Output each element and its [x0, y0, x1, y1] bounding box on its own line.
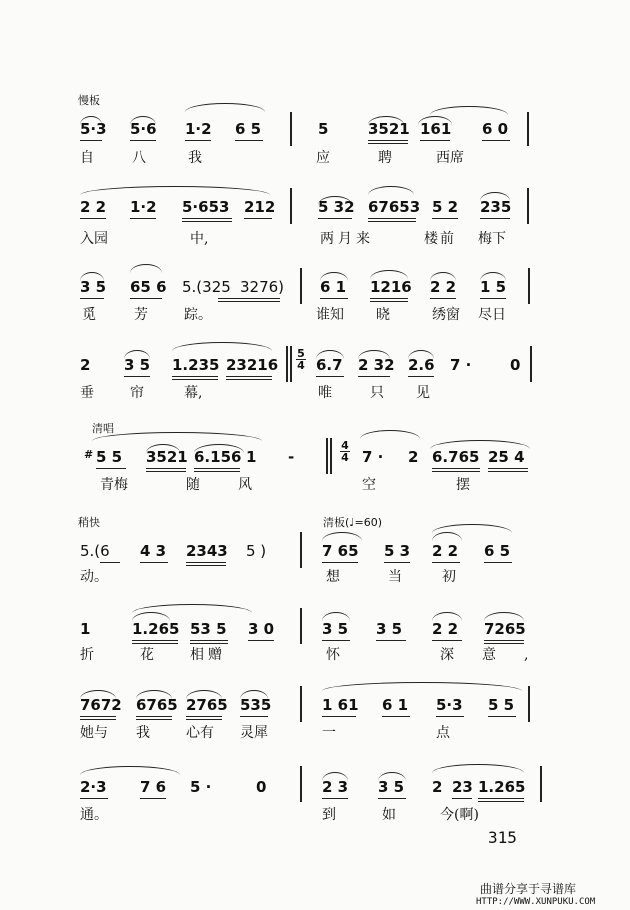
time-signature: 5 4 — [297, 347, 305, 372]
lyric: 唯 — [318, 385, 332, 401]
lyric: 觅 — [82, 307, 96, 323]
note: 2 — [80, 356, 91, 374]
lyric: 点 — [436, 725, 450, 741]
note: 2343 — [186, 542, 228, 560]
lyric: 聘 — [378, 150, 392, 166]
note: 3 5 — [80, 278, 107, 296]
note: 2 2 — [80, 198, 107, 216]
note: 5 32 — [318, 198, 355, 216]
lyric: 谁知 — [316, 307, 344, 323]
note: 1.235 — [172, 356, 220, 374]
note: 2765 — [186, 696, 228, 714]
note: 5.(325 — [182, 278, 231, 296]
tempo-mark-jingkuai: 稍快 — [78, 516, 100, 529]
note: 5.(6 — [80, 542, 110, 560]
note: 7 · — [450, 356, 472, 374]
lyric: 梅下 — [478, 231, 506, 247]
note: 2 2 — [430, 278, 457, 296]
note: 3 5 — [124, 356, 151, 374]
footer-brand: 曲谱分享于寻谱库 — [480, 882, 577, 896]
lyric: 花 — [140, 647, 154, 663]
note: 1 — [80, 620, 91, 638]
note: 6 5 — [235, 120, 262, 138]
note: 2.6 — [408, 356, 435, 374]
lyric: 两月来 — [320, 231, 374, 247]
tempo-mark-qingchang: 清唱 — [92, 422, 114, 435]
note: 1·2 — [130, 198, 157, 216]
note: 6 1 — [382, 696, 409, 714]
tempo-mark-manban: 慢板 — [78, 94, 100, 107]
note: 5·653 — [182, 198, 230, 216]
note: 2·3 — [80, 778, 107, 796]
note: 0 — [510, 356, 521, 374]
note: 161 — [420, 120, 452, 138]
lyric: 中, — [190, 231, 209, 247]
note: 23216 — [226, 356, 279, 374]
note: 5 2 — [432, 198, 459, 216]
note: 3 5 — [376, 620, 403, 638]
note: 5 — [318, 120, 329, 138]
note: 3521 — [368, 120, 410, 138]
note: 535 — [240, 696, 272, 714]
note: 3 5 — [378, 778, 405, 796]
note: 5·3 — [436, 696, 463, 714]
lyric: 尽日 — [478, 307, 506, 323]
lyric: 到 — [322, 807, 336, 823]
lyric: 今(啊) — [440, 807, 479, 823]
lyric: 如 — [382, 807, 396, 823]
note: 212 — [244, 198, 276, 216]
lyric: 自 — [80, 150, 94, 166]
note: 1·2 — [185, 120, 212, 138]
lyric: 芳 — [134, 307, 148, 323]
note: 5 · — [190, 778, 212, 796]
note: 7 · — [362, 448, 384, 466]
lyric: 风 — [238, 477, 252, 493]
note: 2 — [432, 778, 443, 796]
lyric: 折 — [80, 647, 94, 663]
lyric: 深意, — [440, 647, 557, 663]
lyric: 怀 — [326, 647, 340, 663]
note: 3 0 — [248, 620, 275, 638]
lyric: 她与 — [80, 725, 108, 741]
note: 3276) — [240, 278, 285, 296]
lyric: 楼前 — [424, 231, 456, 247]
note: 6.765 — [432, 448, 480, 466]
note: 7 65 — [322, 542, 359, 560]
lyric: 帘 — [130, 385, 144, 401]
note: 1 — [246, 448, 257, 466]
note: 5·6 — [130, 120, 157, 138]
time-signature: 4 4 — [341, 439, 349, 464]
note: 4 3 — [140, 542, 167, 560]
lyric: 应 — [316, 150, 330, 166]
lyric: 一 — [322, 725, 336, 741]
lyric: 随 — [186, 477, 200, 493]
note: 1.265 — [132, 620, 180, 638]
note: 6.156 — [194, 448, 242, 466]
note: 5 5 — [488, 696, 515, 714]
note: 2 — [408, 448, 419, 466]
note: 6.7 — [316, 356, 343, 374]
lyric: 通。 — [80, 807, 108, 823]
note: 2 2 — [432, 620, 459, 638]
note: 1 5 — [480, 278, 507, 296]
note: 5 5 — [96, 448, 123, 466]
note: 2 2 — [432, 542, 459, 560]
lyric: 西席 — [436, 150, 464, 166]
lyric: 幕, — [184, 385, 203, 401]
lyric: 我 — [188, 150, 202, 166]
note: 6 1 — [320, 278, 347, 296]
note: 1.265 — [478, 778, 526, 796]
note: 5 ) — [246, 542, 267, 560]
lyric: 想 — [326, 569, 340, 585]
lyric: 空 — [362, 477, 376, 493]
note: 2 3 — [322, 778, 349, 796]
lyric: 我 — [136, 725, 150, 741]
lyric: 晓 — [376, 307, 390, 323]
lyric: 心有 — [186, 725, 214, 741]
lyric: 灵犀 — [240, 725, 268, 741]
lyric: 只 — [370, 385, 384, 401]
note: 3521 — [146, 448, 188, 466]
note: 0 — [256, 778, 267, 796]
note: 1216 — [370, 278, 412, 296]
lyric: 绣窗 — [432, 307, 460, 323]
footer-url: HTTP://WWW.XUNPUKU.COM — [476, 897, 596, 907]
lyric: 八 — [132, 150, 146, 166]
note: 5 3 — [384, 542, 411, 560]
note: 6765 — [136, 696, 178, 714]
lyric: 踪。 — [184, 307, 212, 323]
lyric: 青梅 — [100, 477, 128, 493]
note: 23 — [452, 778, 473, 796]
lyric: 初 — [442, 569, 456, 585]
note: 3 5 — [322, 620, 349, 638]
note: 1 61 — [322, 696, 359, 714]
note: 6 0 — [482, 120, 509, 138]
note: 65 6 — [130, 278, 167, 296]
note: 7265 — [484, 620, 526, 638]
note: 235 — [480, 198, 512, 216]
lyric: 垂 — [80, 385, 94, 401]
note: 5·3 — [80, 120, 107, 138]
lyric: 入园 — [80, 231, 108, 247]
note: 7 6 — [140, 778, 167, 796]
lyric: 动。 — [80, 569, 108, 585]
note: 7672 — [80, 696, 122, 714]
tempo-mark-qingban: 清板(♩=60) — [323, 516, 382, 529]
note: 6 5 — [484, 542, 511, 560]
lyric: 当 — [388, 569, 402, 585]
note: - — [288, 448, 295, 466]
note: 67653 — [368, 198, 421, 216]
lyric: 摆 — [456, 477, 470, 493]
note: 25 4 — [488, 448, 525, 466]
lyric: 见 — [416, 385, 430, 401]
note: 53 5 — [190, 620, 227, 638]
note: 2 32 — [358, 356, 395, 374]
lyric: 相赠 — [190, 647, 226, 663]
page-number: 315 — [488, 828, 517, 847]
